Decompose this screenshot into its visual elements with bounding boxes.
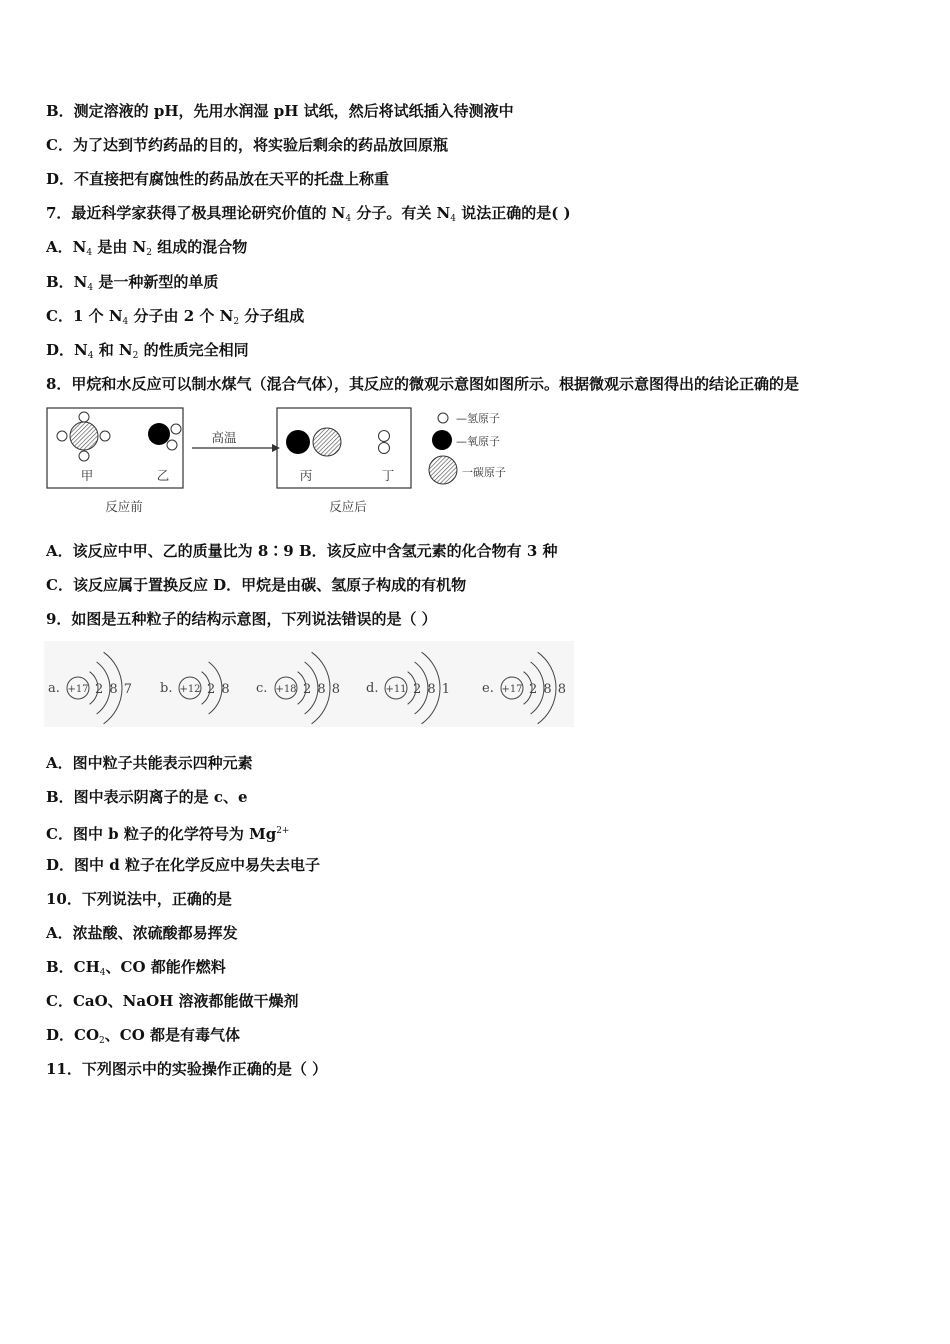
electron-counts: 2 8 — [207, 682, 231, 697]
line-text: 和 N — [93, 341, 133, 359]
line-sub: 4 — [87, 351, 94, 361]
line-text: C．1 个 N — [46, 307, 123, 325]
line-text: 9．如图是五种粒子的结构示意图，下列说法错误的是（ ） — [46, 610, 437, 628]
question-9 — [46, 609, 437, 629]
option-10a — [46, 923, 238, 943]
option-9c — [46, 821, 289, 844]
option-7d — [46, 340, 249, 366]
nucleus-charge: +17 — [501, 684, 523, 695]
co-oxygen — [286, 430, 310, 454]
electron-counts: 2 8 8 — [529, 682, 568, 697]
nucleus-charge: +17 — [67, 684, 89, 695]
line-sub: 2 — [146, 248, 152, 258]
line-text: 10．下列说法中，正确的是 — [46, 890, 232, 908]
line-text: B．测定溶液的 pH，先用水润湿 pH 试纸，然后将试纸插入待测液中 — [46, 102, 514, 120]
co-carbon — [313, 428, 341, 456]
option-7c — [46, 306, 304, 332]
line-sub: 2 — [99, 1036, 105, 1046]
line-q6d — [46, 169, 389, 189]
option-10c — [46, 991, 299, 1011]
particle-letter: c. — [256, 681, 268, 696]
line-text: 、CO 都能作燃料 — [105, 958, 226, 976]
line-text: 是由 N — [92, 238, 147, 256]
line-text: C．CaO、NaOH 溶液都能做干燥剂 — [46, 992, 299, 1010]
line-text: B．CH — [46, 958, 100, 976]
line-text: 7．最近科学家获得了极具理论研究价值的 N — [46, 204, 346, 222]
nucleus-charge: +11 — [385, 684, 407, 695]
line-text: 是一种新型的单质 — [93, 273, 219, 291]
line-q6b — [46, 101, 514, 121]
label-yi: 乙 — [156, 468, 170, 483]
legend-oxygen: —氧原子 — [456, 435, 500, 448]
line-text: 说法正确的是( ) — [456, 204, 571, 222]
line-text: 8．甲烷和水反应可以制水煤气（混合气体），其反应的微观示意图如图所示。根据微观示意图得出的结论正确的是 — [46, 375, 799, 393]
particle-letter: b. — [160, 681, 173, 696]
legend-hydrogen: —氢原子 — [456, 412, 500, 425]
line-text: D．CO — [46, 1026, 100, 1044]
electron-counts: 2 8 8 — [303, 682, 342, 697]
label-ding: 丁 — [381, 468, 395, 483]
line-text: 分子由 2 个 N — [128, 307, 234, 325]
question-8 — [46, 374, 799, 394]
line-sub: 4 — [345, 214, 352, 224]
label-condition: 高温 — [211, 430, 237, 445]
particle-structure-diagram — [44, 641, 574, 727]
line-sub: 4 — [450, 214, 456, 224]
option-9b — [46, 787, 248, 807]
question-11 — [46, 1059, 327, 1079]
line-text: C．该反应属于置换反应 D．甲烷是由碳、氢原子构成的有机物 — [46, 576, 467, 594]
line-text: B．N — [46, 273, 88, 291]
reaction-diagram — [44, 404, 544, 522]
line-text: A．该反应中甲、乙的质量比为 8∶9 B．该反应中含氢元素的化合物有 3 种 — [46, 542, 558, 560]
option-9a — [46, 753, 253, 773]
label-before: 反应前 — [105, 499, 143, 514]
line-sub: 2 — [233, 317, 240, 327]
line-text: 、CO 都是有毒气体 — [104, 1026, 240, 1044]
water-oxygen — [148, 423, 170, 445]
option-10b — [46, 957, 226, 983]
line-q6c — [46, 135, 448, 155]
line-text: A．图中粒子共能表示四种元素 — [46, 754, 253, 772]
electron-counts: 2 8 1 — [413, 682, 452, 697]
line-text: 的性质完全相同 — [138, 341, 249, 359]
option-7b — [46, 272, 218, 298]
particle-letter: d. — [366, 681, 379, 696]
line-text: B．图中表示阴离子的是 c、e — [46, 788, 248, 806]
line-text: D．不直接把有腐蚀性的药品放在天平的托盘上称重 — [46, 170, 390, 188]
line-text: C．图中 b 粒子的化学符号为 Mg — [46, 825, 277, 843]
line-text: 组成的混合物 — [151, 238, 248, 256]
label-jia: 甲 — [80, 468, 94, 483]
question-10 — [46, 889, 232, 909]
particle-letter: e. — [482, 681, 494, 696]
legend-carbon: 一碳原子 — [462, 466, 506, 479]
option-9d — [46, 855, 320, 875]
nucleus-charge: +12 — [179, 684, 201, 695]
line-text: 分子组成 — [239, 307, 305, 325]
methane-carbon — [70, 422, 98, 450]
line-text: A．浓盐酸、浓硫酸都易挥发 — [46, 924, 238, 942]
line-sub: 4 — [87, 283, 94, 293]
line-sub: 4 — [86, 248, 93, 258]
option-7a — [46, 237, 247, 263]
line-text: A．N — [46, 238, 87, 256]
line-text: D．N — [46, 341, 88, 359]
electron-counts: 2 8 7 — [95, 682, 134, 697]
particle-letter: a. — [48, 681, 60, 696]
line-sub: 4 — [99, 968, 106, 978]
label-bing: 丙 — [299, 468, 313, 483]
nucleus-charge: +18 — [275, 684, 297, 695]
label-after: 反应后 — [329, 499, 367, 514]
line-text: 11．下列图示中的实验操作正确的是（ ） — [46, 1060, 328, 1078]
line-sup: 2+ — [276, 826, 290, 836]
line-text: D．图中 d 粒子在化学反应中易失去电子 — [46, 856, 320, 874]
line-text: C．为了达到节约药品的目的，将实验后剩余的药品放回原瓶 — [46, 136, 448, 154]
line-sub: 4 — [122, 317, 129, 327]
options-8cd — [46, 575, 466, 595]
line-sub: 2 — [132, 351, 139, 361]
option-10d — [46, 1025, 240, 1051]
question-7 — [46, 203, 571, 229]
line-text: 分子。有关 N — [351, 204, 451, 222]
options-8ab — [46, 541, 558, 561]
